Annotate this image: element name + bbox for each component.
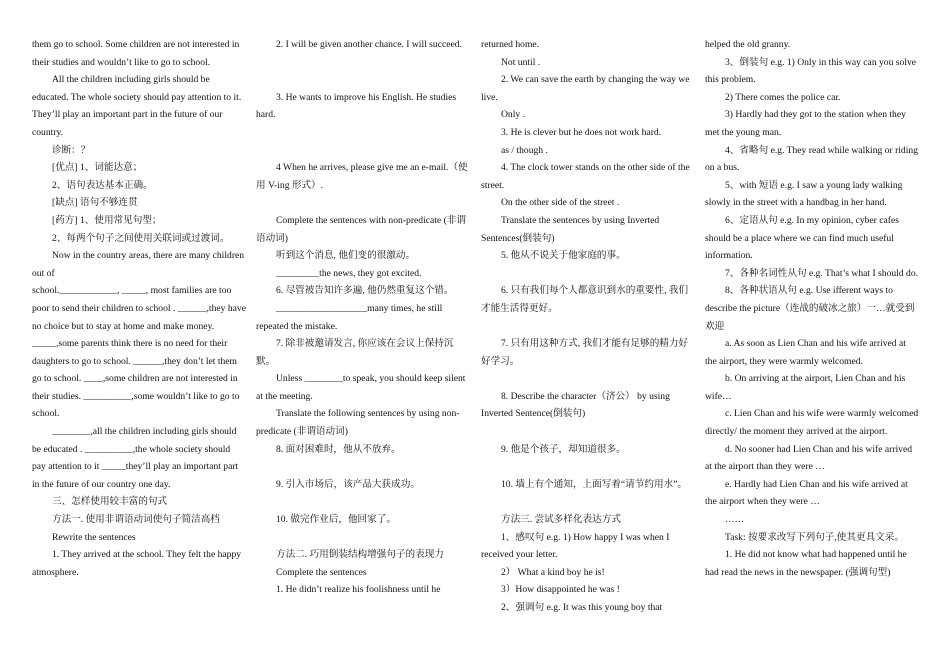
text-line: 8. Describe the character（济公） by using Inverted Sentence(倒装句) [481, 390, 670, 420]
text-line: 7、各种名词性从句 e.g. That’s what I should do. [725, 267, 919, 279]
text-line: 8. 面对困难时，他从不放弃。 [276, 443, 401, 455]
text-line: as / though . [501, 144, 548, 156]
text-line: 7. 除非被邀请发言, 你应该在会议上保持沉默。 [256, 338, 454, 367]
text-line: d. No sooner had Lien Chan and his wife arrived at the airport than they were … [705, 443, 913, 473]
text-line: 3. He wants to improve his English. He studies hard. [256, 91, 457, 121]
text-line: 2） What a kind boy he is! [501, 566, 605, 578]
text-line: 方法三. 尝试多样化表达方式 [501, 514, 621, 526]
text-line: _________the news, they got excited. [276, 267, 422, 279]
text-line: 5、with 短语 e.g. I saw a young lady walking slowly in the street with a handbag in her hand. [705, 179, 903, 209]
text-line: 三、怎样使用较丰富的句式 [52, 496, 168, 508]
text-line: Translate the sentences by using Inverted Sentences(倒装句) [481, 214, 660, 244]
text-line: 1. He did not know what had happened until he had read the news in the newspaper. (强调句型) [705, 549, 907, 578]
text-line: b. On arriving at the airport, Lien Chan and his wife… [705, 373, 906, 402]
text-line: 2、语句表达基本正确。 [52, 179, 153, 191]
text-line: Rewrite the sentences [52, 531, 136, 543]
answer-space [256, 529, 470, 547]
text-line: All the children including girls should be educated. The whole society should pay attention to it. They’ll play an important part in the future of our country. [32, 74, 242, 138]
text-line: 8、各种状语从句 e.g. Use ifferent ways to describe the picture（连战的破冰之旅）一…就受到欢迎 [705, 285, 915, 332]
text-line: 5. 他从不说关于他家庭的事。 [501, 250, 626, 262]
answer-space [256, 458, 470, 476]
text-line: [药方] 1、使用常见句型； [52, 214, 162, 226]
text-line: a. As soon as Lien Chan and his wife arrived at the airport, they were warmly welcomed. [705, 338, 906, 367]
text-line: [优点] 1、词能达意； [52, 162, 143, 174]
text-line: 3. He is clever but he does not work hard. [501, 126, 662, 138]
text-line: Now in the country areas, there are many children out of [32, 250, 245, 279]
column-1 [32, 36, 246, 581]
text-line: 2. I will be given another chance. I will succeed. [276, 39, 462, 50]
text-line: c. Lien Chan and his wife were warmly welcomed directly/ the moment they arrived at the airport. [705, 408, 919, 438]
text-line: Task: 按要求改写下列句子,使其更具文采。 [725, 531, 904, 543]
answer-space [481, 423, 695, 441]
text-line: 2、强调句 e.g. It was this young boy that [501, 602, 663, 613]
text-line: 9. 引入市场后，该产品大获成功。 [276, 478, 420, 490]
answer-space [481, 458, 695, 476]
text-line: Complete the sentences [276, 566, 367, 578]
text-line: e. Hardly had Lien Chan and his wife arrived at the airport when they were … [705, 478, 908, 508]
answer-space [481, 493, 695, 511]
text-line: helped the old granny. [705, 39, 791, 50]
text-line: [缺点] 语句不够连贯 [52, 197, 138, 209]
text-line: 诊断：？ [52, 144, 91, 156]
answer-space [256, 493, 470, 511]
answer-space [256, 124, 470, 159]
text-line: school.____________, _____, most families are too poor to send their children to school . ______,they have no choice but to stay at home and make money. _____,some parents think there is no need for their daughters to go to school. ______,they don’t let them go to school. ____,some children are not interested in their studies. __________,some wouldn’t like to go to school. [32, 285, 246, 420]
text-line: 9. 他是个孩子，却知道很多。 [501, 443, 626, 455]
text-line: them go to school. Some children are not interested in their studies and wouldn’t like to go to school. [32, 39, 240, 68]
text-line: 3）How disappointed he was ! [501, 584, 620, 596]
text-line: 2. We can save the earth by changing the way we live. [481, 74, 690, 103]
text-line: returned home. [481, 39, 540, 50]
answer-space [481, 265, 695, 283]
text-line: …… [725, 514, 745, 526]
text-line: 2、每两个句子之间使用关联词或过渡词。 [52, 232, 230, 244]
text-line: Only . [501, 109, 525, 121]
text-line: 1. He didn’t realize his foolishness until he [276, 584, 441, 596]
text-line: 4. The clock tower stands on the other side of the street. [481, 162, 690, 191]
text-line: 方法一. 使用非谓语动词使句子简洁高档 [52, 514, 220, 526]
text-line: 方法二. 巧用倒装结构增强句子的表现力 [276, 549, 444, 561]
text-line: ________,all the children including girls should be educated . __________,the whole society should pay attention to it _____they’ll play an important part in the future of our country one day. [32, 426, 239, 490]
text-line: Translate the following sentences by using non-predicate (非谓语动词) [256, 408, 460, 438]
text-line: 6、定语从句 e.g. In my opinion, cyber cafes should be a place where we can find much useful information. [705, 214, 899, 262]
column-3 [481, 36, 695, 617]
text-line: 10. 做完作业后，他回家了。 [276, 514, 396, 526]
text-line: 3) Hardly had they got to the station when they met the young man. [705, 109, 906, 138]
column-2 [256, 36, 470, 599]
text-line: 4、省略句 e.g. They read while walking or riding on a bus. [705, 144, 918, 174]
text-line: 1、感叹句 e.g. 1) How happy I was when I received your letter. [481, 531, 670, 561]
text-line: 2) There comes the police car. [725, 91, 841, 103]
text-line: On the other side of the street . [501, 197, 620, 209]
answer-space [481, 370, 695, 388]
column-4 [705, 36, 919, 581]
answer-space [481, 318, 695, 336]
text-line: 3、倒装句 e.g. 1) Only in this way can you solve this problem. [705, 56, 917, 86]
text-line: Not until . [501, 56, 541, 68]
text-line: 1. They arrived at the school. They felt the happy atmosphere. [32, 549, 242, 578]
text-line: Complete the sentences with non-predicate (非谓语动词) [256, 214, 466, 244]
text-line: 4 When he arrives, please give me an e-mail.（使用 V-ing 形式）. [256, 162, 468, 191]
answer-space [256, 194, 470, 212]
text-line: 6. 尽管被告知许多遍, 他仍然重复这个错。 [276, 285, 454, 297]
text-line: 7. 只有用这种方式, 我们才能有足够的精力好好学习。 [481, 338, 689, 367]
text-line: Unless ________to speak, you should keep silent at the meeting. [256, 373, 466, 402]
answer-space [256, 54, 470, 89]
text-line: 听到这个消息, 他们变的很激动。 [276, 250, 416, 262]
text-line: 6. 只有我们每个人都意识到水的重要性, 我们才能生活得更好。 [481, 285, 689, 314]
text-line: ___________________many times, he still repeated the mistake. [256, 302, 443, 332]
text-line: 10. 墙上有个通知，上面写着“请节约用水”。 [501, 478, 688, 490]
